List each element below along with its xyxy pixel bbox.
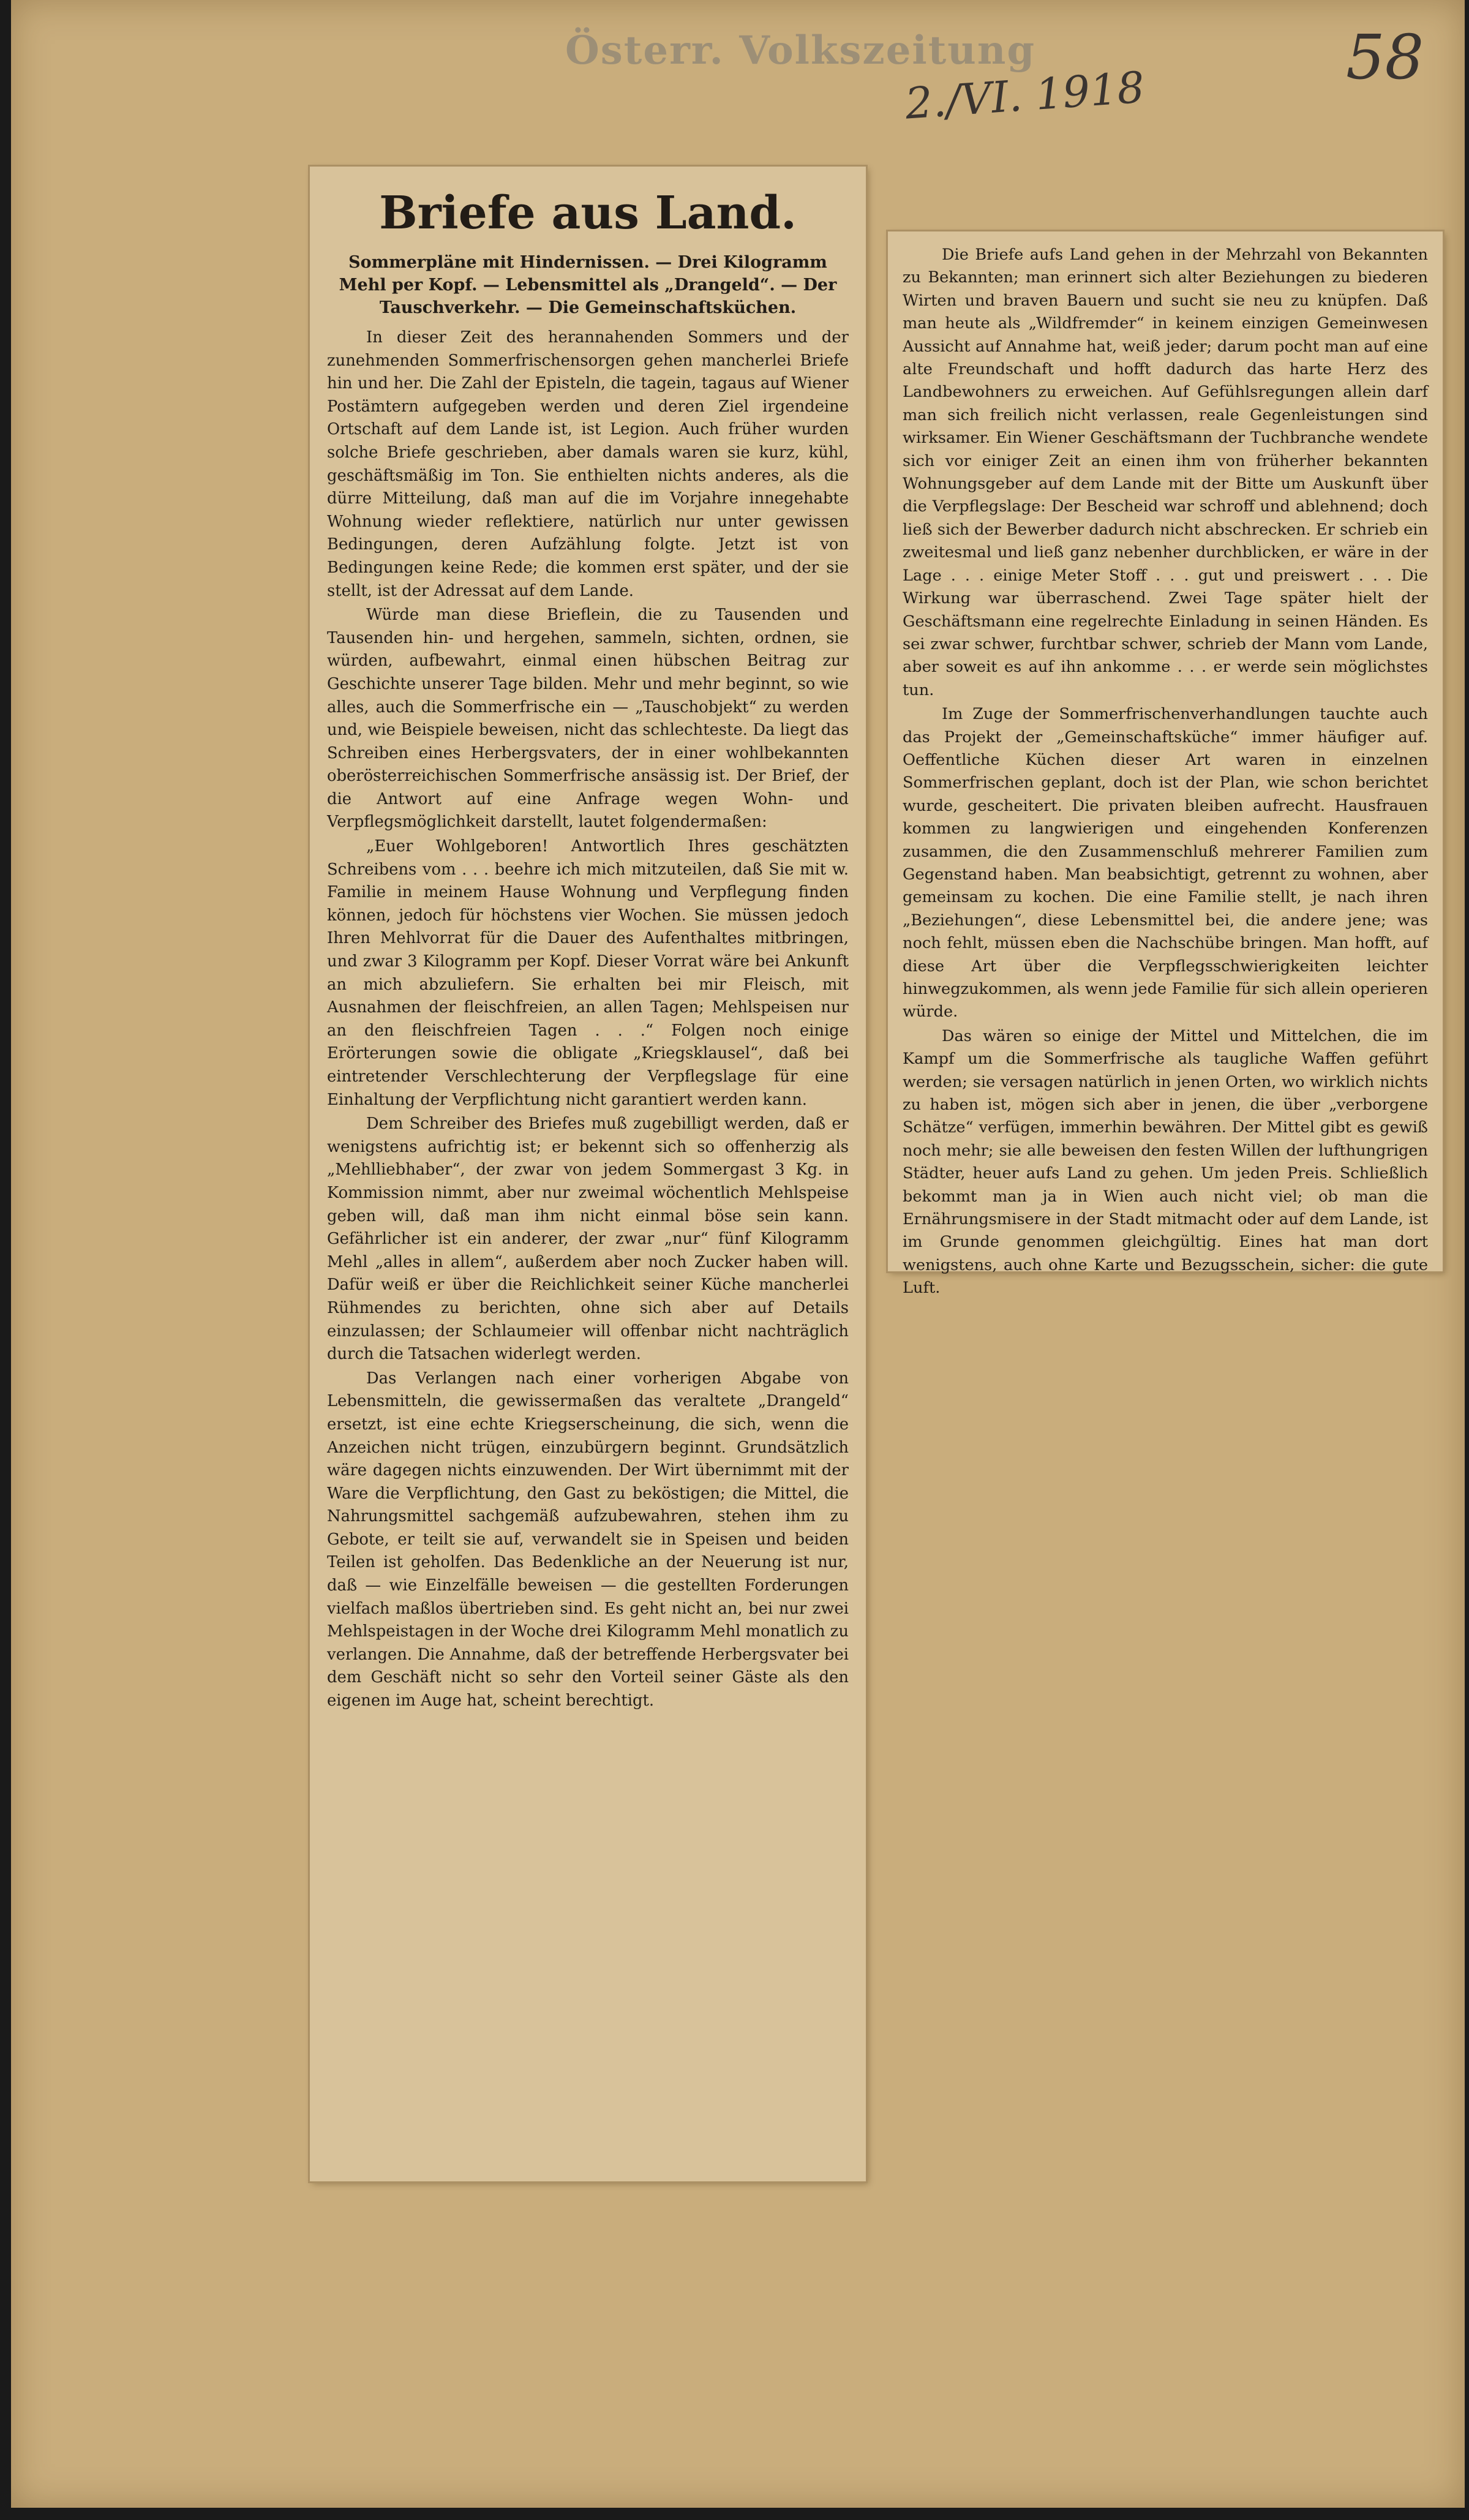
article-subtitle: Sommerpläne mit Hindernissen. — Drei Kilogramm Mehl per Kopf. — Lebensmittel als „Drangeld“. — Der Tauschverkehr. — Die Gemeinschaftsküchen. (339, 253, 837, 317)
paragraph: Würde man diese Brieflein, die zu Tausenden und Tausenden hin- und hergehen, sammeln, sichten, ordnen, sie würden, aufbewahrt, einmal einen hübschen Beitrag zur Geschichte unserer Tage bilden. Mehr und mehr beginnt, so wie alles, auch die Sommerfrische ein — „Tauschobjekt“ zu werden und, wie Beispiele beweisen, nicht das schlechteste. Da liegt das Schreiben eines Herbergsvaters, der in einer wohlbekannten oberösterreichischen Sommerfrische ansässig ist. Der Brief, der die Antwort auf eine Anfrage wegen Wohn- und Verpflegsmöglichkeit darstellt, lautet folgendermaßen: (327, 606, 849, 832)
paragraph: In dieser Zeit des herannahenden Sommers und der zunehmenden Sommerfrischensorgen gehen mancherlei Briefe hin und her. Die Zahl der Episteln, die tagein, tagaus auf Wiener Postämtern aufgegeben werden und deren Ziel irgendeine Ortschaft auf dem Lande ist, ist Legion. Auch früher wurden solche Briefe geschrieben, aber damals waren sie kurz, kühl, geschäftsmäßig im Ton. Sie enthielten nichts anderes, als die dürre Mitteilung, daß man auf die im Vorjahre innegehabte Wohnung wieder reflektiere, natürlich nur unter gewissen Bedingungen, deren Aufzählung folgte. Jetzt ist von Bedingungen keine Rede; die kommen erst später, und der sie stellt, ist der Adressat auf dem Lande. (327, 328, 849, 600)
archive-sheet (11, 0, 1465, 2508)
handwritten-page-number: 58 (1346, 21, 1424, 93)
handwritten-date: 2./VI. 1918 (903, 62, 1146, 129)
newspaper-stamp: Österr. Volkszeitung (565, 28, 1036, 73)
article-title: Briefe aus Land. (379, 187, 797, 239)
clipping-right-column (888, 231, 1443, 1298)
clipping-left-column (310, 167, 866, 2181)
paragraph: Die Briefe aufs Land gehen in der Mehrzahl von Bekannten zu Bekannten; man erinnert sich alter Beziehungen zu biederen Wirten und braven Bauern und sucht sie neu zu knüpfen. Daß man heute als „Wildfremder“ in keinem einzigen Gemeinwesen Aussicht auf Annahme hat, weiß jeder; darum pocht man auf eine alte Freundschaft und hofft dadurch das harte Herz des Landbewohners zu erweichen. Auf Gefühlsregungen allein darf man sich freilich nicht verlassen, reale Gegenleistungen sind wirksamer. Ein Wiener Geschäftsmann der Tuchbranche wendete sich vor einiger Zeit an einen ihm von früherher bekannten Wohnungsgeber auf dem Lande mit der Bitte um Auskunft über die Verpflegslage: Der Bescheid war schroff und ablehnend; doch ließ sich der Bewerber dadurch nicht abschrecken. Er schrieb ein zweitesmal und ließ ganz nebenher durchblicken, er wäre in der Lage . . . einige Meter Stoff . . . gut und preiswert . . . Die Wirkung war überraschend. Zwei Tage später hielt der Geschäftsmann eine regelrechte Einladung in seinen Händen. Es sei zwar schwer, furchtbar schwer, schrieb der Mann vom Lande, aber soweit es auf ihn ankomme . . . er werde sein möglichstes tun. (903, 246, 1428, 699)
paragraph: Im Zuge der Sommerfrischenverhandlungen tauchte auch das Projekt der „Gemeinschaftsküche“ immer häufiger auf. Oeffentliche Küchen dieser Art waren in einzelnen Sommerfrischen geplant, doch ist der Plan, wie schon berichtet wurde, gescheitert. Die privaten bleiben aufrecht. Hausfrauen kommen zu langwierigen und eingehenden Konferenzen zusammen, die den Zusammenschluß mehrerer Familien zum Gegenstand haben. Man beabsichtigt, getrennt zu wohnen, aber gemeinsam zu kochen. Die eine Familie stellt, je nach ihren „Beziehungen“, diese Lebensmittel bei, die andere jene; was noch fehlt, müssen eben die Nachschübe bringen. Man hofft, auf diese Art über die Verpflegsschwierigkeiten leichter hinwegzukommen, als wenn jede Familie für sich allein operieren würde. (903, 705, 1428, 1021)
paragraph: „Euer Wohlgeboren! Antwortlich Ihres geschätzten Schreibens vom . . . beehre ich mich mitzuteilen, daß Sie mit w. Familie in meinem Hause Wohnung und Verpflegung finden können, jedoch für höchstens vier Wochen. Sie müssen jedoch Ihren Mehlvorrat für die Dauer des Aufenthaltes mitbringen, und zwar 3 Kilogramm per Kopf. Dieser Vorrat wäre bei Ankunft an mich abzuliefern. Sie erhalten bei mir Fleisch, mit Ausnahmen der fleischfreien, an allen Tagen; Mehlspeisen nur an den fleischfreien Tagen . . .“ Folgen noch einige Erörterungen sowie die obligate „Kriegsklausel“, daß bei eintretender Verschlechterung der Verpflegslage für eine Einhaltung der Verpflichtung nicht garantiert werden kann. (327, 837, 849, 1109)
paragraph: Das Verlangen nach einer vorherigen Abgabe von Lebensmitteln, die gewissermaßen das veraltete „Drangeld“ ersetzt, ist eine echte Kriegserscheinung, die sich, wenn die Anzeichen nicht trügen, einzubürgern beginnt. Grundsätzlich wäre dagegen nichts einzuwenden. Der Wirt übernimmt mit der Ware die Verpflichtung, den Gast zu beköstigen; die Mittel, die Nahrungsmittel sachgemäß aufzubewahren, stehen ihm zu Gebote, er teilt sie auf, verwandelt sie in Speisen und beiden Teilen ist geholfen. Das Bedenkliche an der Neuerung ist nur, daß — wie Einzelfälle beweisen — die gestellten Forderungen vielfach maßlos übertrieben sind. Es geht nicht an, bei nur zwei Mehlspeistagen in der Woche drei Kilogramm Mehl monatlich zu verlangen. Die Annahme, daß der betreffende Herbergsvater bei dem Geschäft nicht so sehr den Vorteil seiner Gäste als den eigenen im Auge hat, scheint berechtigt. (327, 1369, 849, 1710)
paragraph: Dem Schreiber des Briefes muß zugebilligt werden, daß er wenigstens aufrichtig ist; er bekennt sich so offenherzig als „Mehlliebhaber“, der zwar von jedem Sommergast 3 Kg. in Kommission nimmt, aber nur zweimal wöchentlich Mehlspeise geben will, daß man ihm nicht einmal böse sein kann. Gefährlicher ist ein anderer, der zwar „nur“ fünf Kilogramm Mehl „alles in allem“, außerdem aber noch Zucker haben will. Dafür weiß er über die Reichlichkeit seiner Küche mancherlei Rühmendes zu berichten, ohne sich aber auf Details einzulassen; der Schlaumeier will offenbar nicht nachträglich durch die Tatsachen widerlegt werden. (327, 1115, 849, 1364)
paragraph: Das wären so einige der Mittel und Mittelchen, die im Kampf um die Sommerfrische als taugliche Waffen geführt werden; sie versagen natürlich in jenen Orten, wo wirklich nichts zu haben ist, mögen sich aber in jenen, die über „verborgene Schätze“ verfügen, immerhin bewähren. Der Mittel gibt es gewiß noch mehr; sie alle beweisen den festen Willen der lufthungrigen Städter, heuer aufs Land zu gehen. Um jeden Preis. Schließlich bekommt man ja in Wien auch nicht viel; ob man die Ernährungsmisere in der Stadt mitmacht oder auf dem Lande, ist im Grunde genommen gleichgültig. Eines hat man dort wenigstens, auch ohne Karte und Bezugsschein, sicher: die gute Luft. (903, 1026, 1428, 1298)
